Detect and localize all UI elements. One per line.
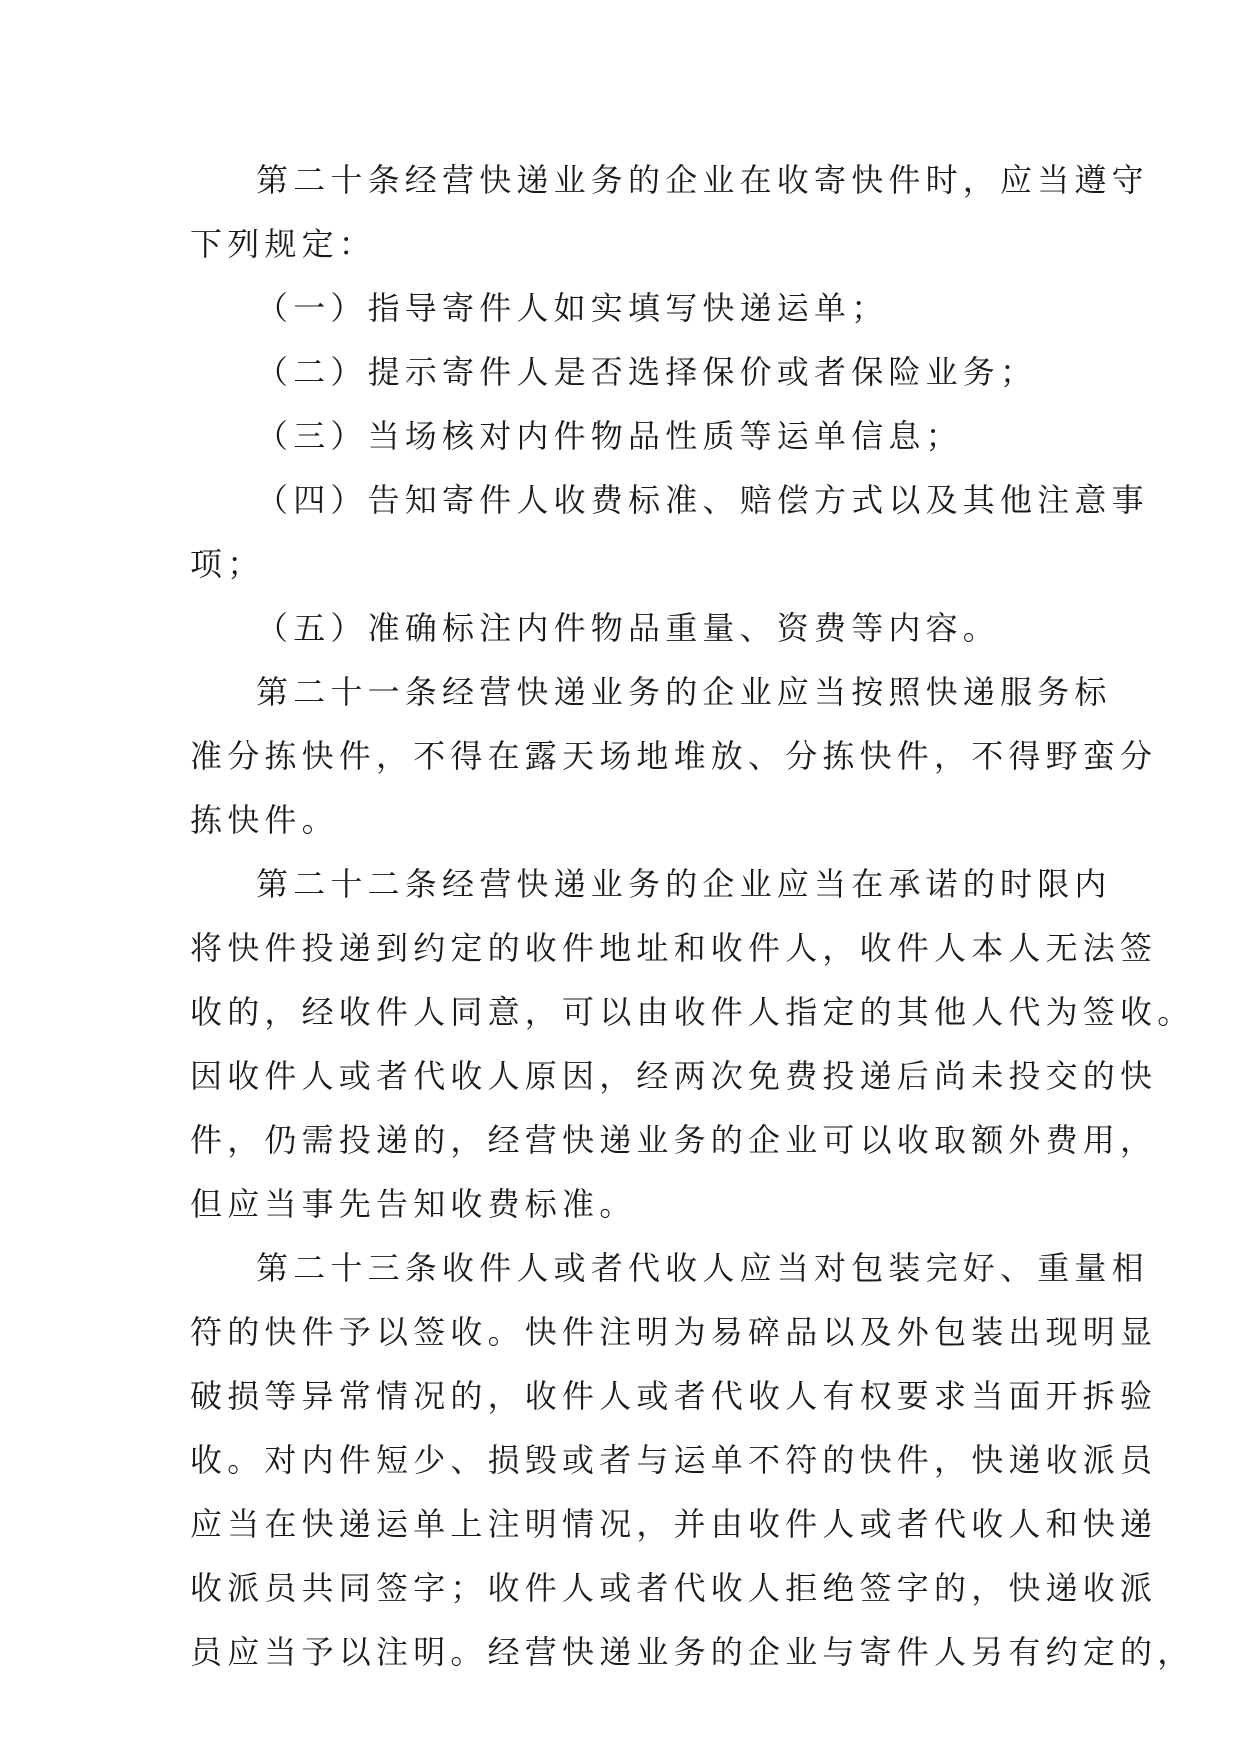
- document-body: [190, 159, 1195, 1695]
- text-line: 拣快件。: [190, 801, 339, 839]
- text-line: 将快件投递到约定的收件地址和收件人，收件人本人无法签: [190, 929, 1158, 967]
- list-item: （三）当场核对内件物品性质等运单信息；: [256, 417, 963, 455]
- text-line: 员应当予以注明。经营快递业务的企业与寄件人另有约定的，: [190, 1633, 1195, 1671]
- text-line: 项；: [190, 545, 265, 583]
- article-22-start: 第二十二条经营快递业务的企业应当在承诺的时限内: [256, 865, 1112, 903]
- article-21-start: 第二十一条经营快递业务的企业应当按照快递服务标: [256, 673, 1112, 711]
- list-item: （五）准确标注内件物品重量、资费等内容。: [256, 609, 1001, 647]
- article-23-start: 第二十三条收件人或者代收人应当对包装完好、重量相: [256, 1249, 1149, 1287]
- text-line: 下列规定：: [190, 225, 377, 263]
- text-line: 件，仍需投递的，经营快递业务的企业可以收取额外费用，: [190, 1121, 1158, 1159]
- text-line: 收的，经收件人同意，可以由收件人指定的其他人代为签收。: [190, 993, 1195, 1031]
- text-line: 收派员共同签字；收件人或者代收人拒绝签字的，快递收派: [190, 1569, 1158, 1607]
- list-item: （二）提示寄件人是否选择保价或者保险业务；: [256, 353, 1038, 391]
- text-line: 收。对内件短少、损毁或者与运单不符的快件，快递收派员: [190, 1441, 1158, 1479]
- text-line: 第二十条经营快递业务的企业在收寄快件时，应当遵守: [256, 161, 1149, 199]
- text-line: 因收件人或者代收人原因，经两次免费投递后尚未投交的快: [190, 1057, 1158, 1095]
- list-item: （一）指导寄件人如实填写快递运单；: [256, 289, 889, 327]
- text-line: 破损等异常情况的，收件人或者代收人有权要求当面开拆验: [190, 1377, 1158, 1415]
- text-line: 符的快件予以签收。快件注明为易碎品以及外包装出现明显: [190, 1313, 1158, 1351]
- text-line: 应当在快递运单上注明情况，并由收件人或者代收人和快递: [190, 1505, 1158, 1543]
- list-item: （四）告知寄件人收费标准、赔偿方式以及其他注意事: [256, 481, 1149, 519]
- text-line: 但应当事先告知收费标准。: [190, 1185, 637, 1223]
- text-line: 准分拣快件，不得在露天场地堆放、分拣快件，不得野蛮分: [190, 737, 1158, 775]
